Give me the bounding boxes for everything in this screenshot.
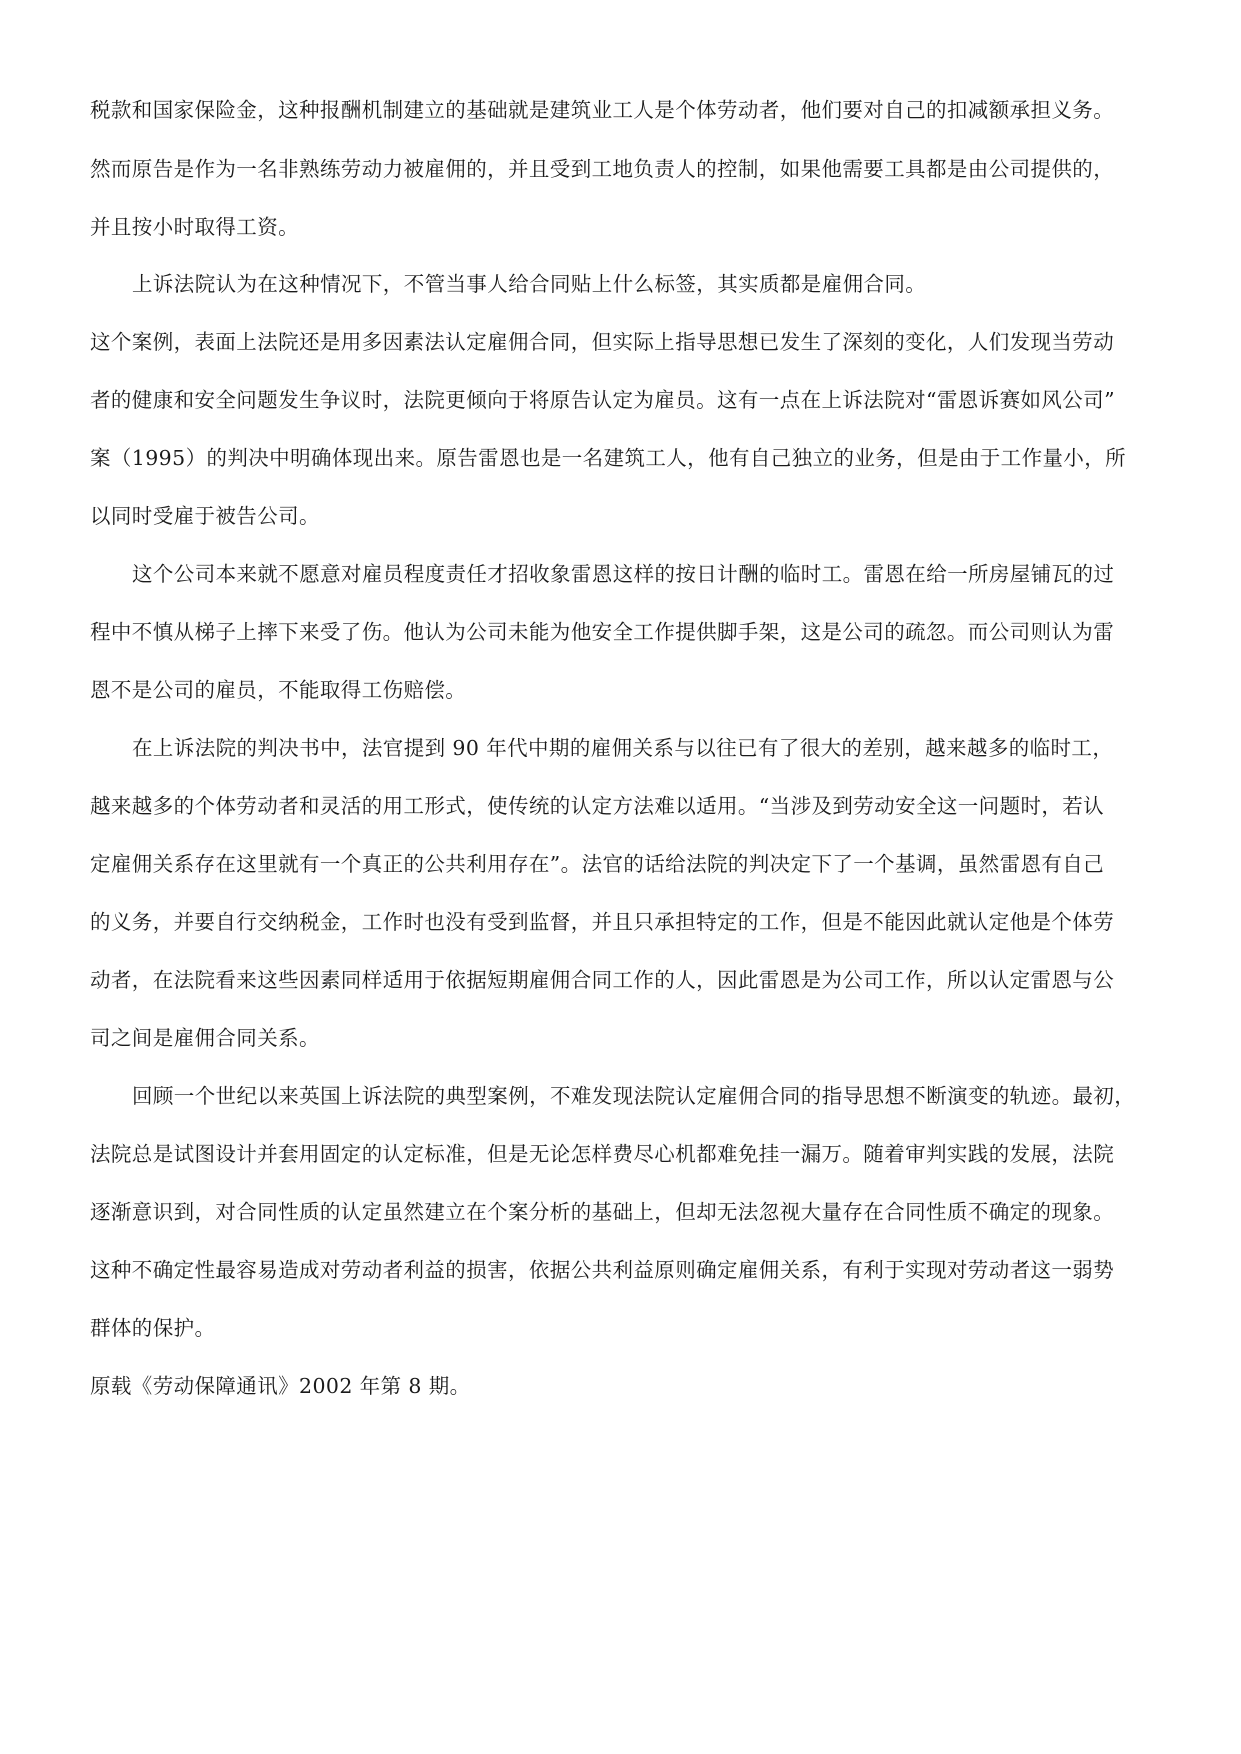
text-line: 并且按小时取得工资。: [90, 215, 299, 239]
text-line: 者的健康和安全问题发生争议时，法院更倾向于将原告认定为雇员。这有一点在上诉法院对“雷恩诉赛如风公司”: [90, 388, 1115, 412]
text-line: 法院总是试图设计并套用固定的认定标准，但是无论怎样费尽心机都难免挂一漏万。随着审判实践的发展，法院: [90, 1142, 1115, 1166]
text-line: 定雇佣关系存在这里就有一个真正的公共利用存在”。法官的话给法院的判决定下了一个基调，虽然雷恩有自己: [90, 852, 1105, 876]
text-line: 以同时受雇于被告公司。: [90, 504, 320, 528]
text-line: 税款和国家保险金，这种报酬机制建立的基础就是建筑业工人是个体劳动者，他们要对自己的扣减额承担义务。: [90, 98, 1115, 122]
text-line: 这种不确定性最容易造成对劳动者利益的损害，依据公共利益原则确定雇佣关系，有利于实现对劳动者这一弱势: [90, 1258, 1115, 1282]
text-line: 然而原告是作为一名非熟练劳动力被雇佣的，并且受到工地负责人的控制，如果他需要工具都是由公司提供的，: [90, 157, 1115, 181]
paragraph-start: 这个案例，表面上法院还是用多因素法认定雇佣合同，但实际上指导思想已发生了深刻的变化，人们发现当劳动: [90, 330, 1115, 354]
text-line: 恩不是公司的雇员，不能取得工伤赔偿。: [90, 678, 467, 702]
text-line: 案（1995）的判决中明确体现出来。原告雷恩也是一名建筑工人，他有自己独立的业务，但是由于工作量小，所: [90, 446, 1127, 470]
text-line: 的义务，并要自行交纳税金，工作时也没有受到监督，并且只承担特定的工作，但是不能因此就认定他是个体劳: [90, 910, 1115, 934]
text-line: 群体的保护。: [90, 1316, 216, 1340]
text-line: 动者，在法院看来这些因素同样适用于依据短期雇佣合同工作的人，因此雷恩是为公司工作，所以认定雷恩与公: [90, 968, 1115, 992]
text-line: 越来越多的个体劳动者和灵活的用工形式，使传统的认定方法难以适用。“当涉及到劳动安全这一问题时，若认: [90, 794, 1105, 818]
text-line: 逐渐意识到，对合同性质的认定虽然建立在个案分析的基础上，但却无法忽视大量存在合同性质不确定的现象。: [90, 1200, 1115, 1224]
paragraph-start: 这个公司本来就不愿意对雇员程度责任才招收象雷恩这样的按日计酬的临时工。雷恩在给一所房屋铺瓦的过: [132, 562, 1115, 586]
text-line: 程中不慎从梯子上摔下来受了伤。他认为公司未能为他安全工作提供脚手架，这是公司的疏忽。而公司则认为雷: [90, 620, 1115, 644]
paragraph-start: 在上诉法院的判决书中，法官提到 90 年代中期的雇佣关系与以往已有了很大的差别，越来越多的临时工，: [132, 736, 1114, 760]
source-note: 原载《劳动保障通讯》2002 年第 8 期。: [90, 1374, 471, 1398]
paragraph-start: 回顾一个世纪以来英国上诉法院的典型案例，不难发现法院认定雇佣合同的指导思想不断演变的轨迹。最初，: [132, 1084, 1136, 1108]
paragraph-start: 上诉法院认为在这种情况下，不管当事人给合同贴上什么标签，其实质都是雇佣合同。: [132, 272, 927, 296]
text-line: 司之间是雇佣合同关系。: [90, 1026, 320, 1050]
